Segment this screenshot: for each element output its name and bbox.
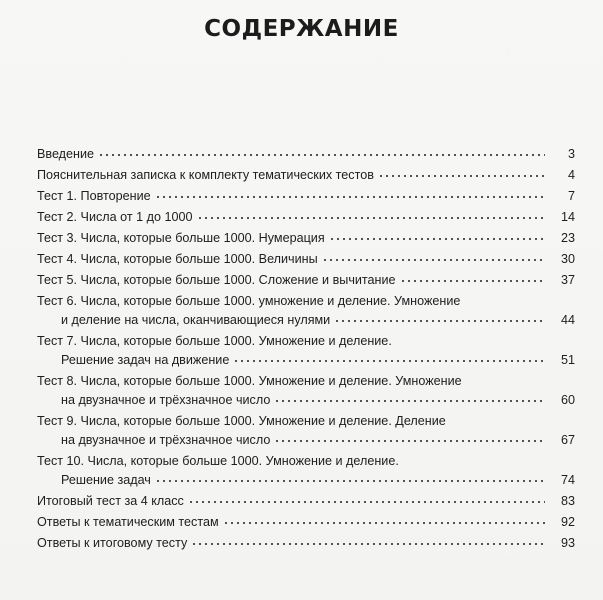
dot-leader — [400, 271, 545, 283]
toc-page-number: 60 — [560, 393, 575, 407]
dot-leader — [98, 145, 545, 157]
toc-entry-text: Тест 1. Повторение — [37, 189, 151, 203]
dot-leader — [155, 471, 545, 483]
toc-entry-test-4 — [37, 250, 575, 271]
dot-leader — [378, 166, 545, 178]
toc-page-number: 93 — [560, 536, 575, 550]
dot-leader — [274, 391, 545, 403]
toc-entry-test-5 — [37, 271, 575, 292]
toc-entry-text: Ответы к итоговому тесту — [37, 536, 188, 550]
toc-entry-test-2 — [37, 208, 575, 229]
dot-leader — [329, 229, 545, 241]
table-of-contents — [37, 145, 575, 555]
toc-entry-text-continued: и деление на числа, оканчивающиеся нулями — [61, 313, 331, 327]
toc-page-number: 83 — [560, 494, 575, 508]
toc-entry-note — [37, 166, 575, 187]
toc-page-number: 30 — [560, 252, 575, 266]
toc-page-number: 7 — [567, 189, 575, 203]
dot-leader — [233, 351, 545, 363]
toc-page-number: 37 — [560, 273, 575, 287]
dot-leader — [322, 250, 545, 262]
toc-entry-test-7 — [37, 332, 575, 372]
toc-entry-text: Введение — [37, 147, 95, 161]
dot-leader — [274, 431, 545, 443]
toc-entry-text-continued: на двузначное и трёхзначное число — [61, 433, 271, 447]
toc-entry-answers-final — [37, 534, 575, 555]
toc-page-number: 44 — [560, 313, 575, 327]
toc-entry-text: Тест 10. Числа, которые больше 1000. Умножение и деление. — [37, 454, 399, 468]
toc-page-number: 67 — [560, 433, 575, 447]
dot-leader — [197, 208, 546, 220]
toc-entry-text: Тест 6. Числа, которые больше 1000. умножение и деление. Умножение — [37, 294, 461, 308]
toc-entry-test-6 — [37, 292, 575, 332]
toc-page-number: 74 — [560, 473, 575, 487]
toc-entry-text-continued: на двузначное и трёхзначное число — [61, 393, 271, 407]
toc-entry-test-8 — [37, 372, 575, 412]
toc-entry-text: Тест 2. Числа от 1 до 1000 — [37, 210, 193, 224]
toc-entry-text-continued: Решение задач — [61, 473, 151, 487]
toc-entry-text: Тест 5. Числа, которые больше 1000. Сложение и вычитание — [37, 273, 396, 287]
toc-entry-text: Пояснительная записка к комплекту тематических тестов — [37, 168, 374, 182]
toc-page-number: 92 — [560, 515, 575, 529]
toc-page-number: 23 — [560, 231, 575, 245]
toc-entry-final-test — [37, 492, 575, 513]
toc-entry-text: Тест 8. Числа, которые больше 1000. Умножение и деление. Умножение — [37, 374, 462, 388]
dot-leader — [223, 513, 545, 525]
toc-entry-text: Ответы к тематическим тестам — [37, 515, 219, 529]
toc-entry-test-10 — [37, 452, 575, 492]
toc-page-number: 51 — [560, 353, 575, 367]
toc-entry-test-1 — [37, 187, 575, 208]
page-title: СОДЕРЖАНИЕ — [204, 16, 399, 42]
dot-leader — [188, 492, 545, 504]
toc-entry-intro — [37, 145, 575, 166]
dot-leader — [191, 534, 545, 546]
toc-entry-text: Тест 4. Числа, которые больше 1000. Величины — [37, 252, 318, 266]
toc-entry-text-continued: Решение задач на движение — [61, 353, 230, 367]
toc-page-number: 14 — [560, 210, 575, 224]
toc-entry-answers-thematic — [37, 513, 575, 534]
dot-leader — [334, 311, 545, 323]
toc-entry-text: Тест 9. Числа, которые больше 1000. Умножение и деление. Деление — [37, 414, 446, 428]
toc-entry-text: Тест 7. Числа, которые больше 1000. Умножение и деление. — [37, 334, 392, 348]
toc-page-number: 4 — [567, 168, 575, 182]
toc-entry-test-3 — [37, 229, 575, 250]
toc-entry-text: Тест 3. Числа, которые больше 1000. Нумерация — [37, 231, 325, 245]
toc-entry-text: Итоговый тест за 4 класс — [37, 494, 184, 508]
dot-leader — [155, 187, 545, 199]
toc-page-number: 3 — [567, 147, 575, 161]
toc-entry-test-9 — [37, 412, 575, 452]
